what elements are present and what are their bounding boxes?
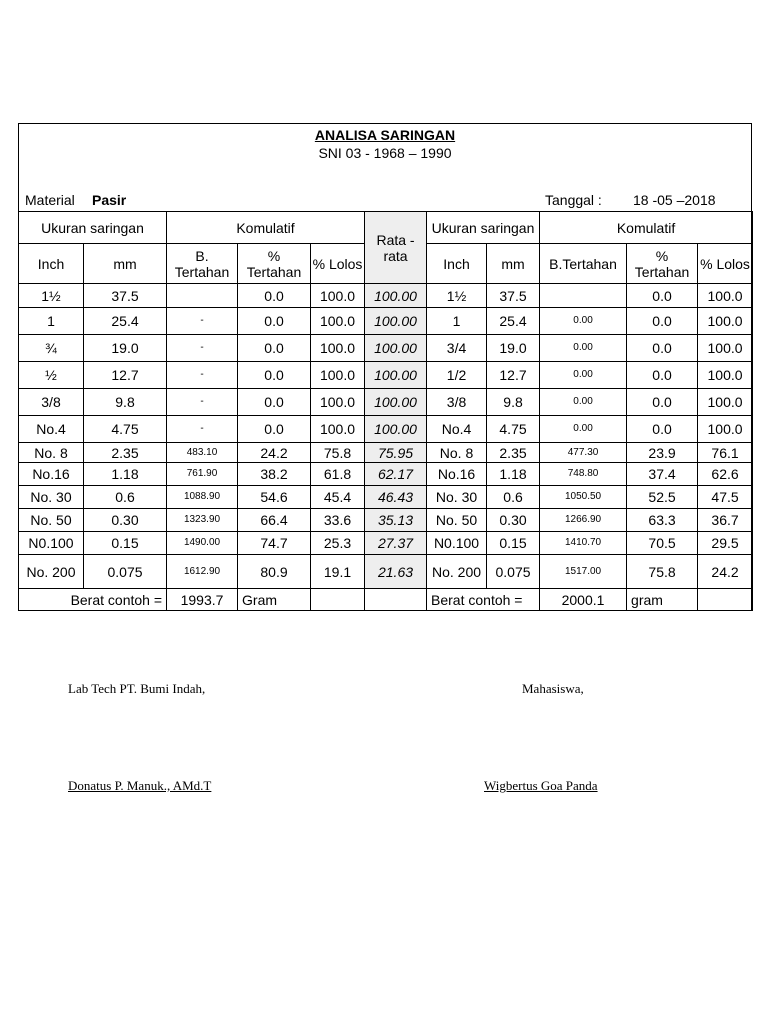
inch-right: 3/8 xyxy=(427,389,487,416)
mm-right: 12.7 xyxy=(487,362,540,389)
mm-left: 19.0 xyxy=(84,335,167,362)
b-tertahan-left: 1088.90 xyxy=(167,486,238,509)
mm-right: 0.6 xyxy=(487,486,540,509)
header-row-1 xyxy=(19,212,753,244)
inch-left: No. 8 xyxy=(19,443,84,463)
footer-empty-2 xyxy=(365,589,427,611)
mm-left: 12.7 xyxy=(84,362,167,389)
mm-left: 0.30 xyxy=(84,509,167,532)
pct-lolos-right: 29.5 xyxy=(698,532,753,555)
inch-right: No. 50 xyxy=(427,509,487,532)
b-tertahan-left: 483.10 xyxy=(167,443,238,463)
rata-rata-value: 75.95 xyxy=(365,443,427,463)
inch-left: No.16 xyxy=(19,463,84,486)
header-b-tertahan-left: B. Tertahan xyxy=(167,244,238,284)
material-value: Pasir xyxy=(92,192,127,208)
pct-tertahan-left: 38.2 xyxy=(238,463,311,486)
mm-right: 19.0 xyxy=(487,335,540,362)
header-inch-left: Inch xyxy=(19,244,84,284)
b-tertahan-right: 0.00 xyxy=(540,308,627,335)
b-tertahan-right: 1266.90 xyxy=(540,509,627,532)
header-pct-tertahan-right: % Tertahan xyxy=(627,244,698,284)
pct-tertahan-left: 80.9 xyxy=(238,555,311,589)
pct-tertahan-left: 0.0 xyxy=(238,335,311,362)
pct-tertahan-right: 0.0 xyxy=(627,362,698,389)
header-mm-right: mm xyxy=(487,244,540,284)
pct-tertahan-right: 37.4 xyxy=(627,463,698,486)
berat-label-left: Berat contoh = xyxy=(19,589,167,611)
b-tertahan-left: - xyxy=(167,335,238,362)
header-pct-lolos-right: % Lolos xyxy=(698,244,753,284)
pct-lolos-left: 100.0 xyxy=(311,389,365,416)
pct-lolos-right: 100.0 xyxy=(698,362,753,389)
mm-right: 9.8 xyxy=(487,389,540,416)
inch-left: No.4 xyxy=(19,416,84,443)
rata-rata-value: 35.13 xyxy=(365,509,427,532)
inch-left: N0.100 xyxy=(19,532,84,555)
mm-right: 0.075 xyxy=(487,555,540,589)
table-row xyxy=(19,284,753,308)
pct-lolos-right: 62.6 xyxy=(698,463,753,486)
footer-row xyxy=(19,589,753,611)
pct-lolos-left: 61.8 xyxy=(311,463,365,486)
header-komulatif-left: Komulatif xyxy=(167,212,365,244)
pct-tertahan-right: 52.5 xyxy=(627,486,698,509)
header-ukuran-saringan-left: Ukuran saringan xyxy=(19,212,167,244)
header-ukuran-saringan-right: Ukuran saringan xyxy=(427,212,540,244)
mm-left: 0.075 xyxy=(84,555,167,589)
b-tertahan-right: 1050.50 xyxy=(540,486,627,509)
inch-left: ¾ xyxy=(19,335,84,362)
rata-rata-value: 21.63 xyxy=(365,555,427,589)
inch-left: ½ xyxy=(19,362,84,389)
mm-right: 37.5 xyxy=(487,284,540,308)
unit-right: gram xyxy=(627,589,698,611)
pct-lolos-right: 24.2 xyxy=(698,555,753,589)
pct-tertahan-right: 70.5 xyxy=(627,532,698,555)
mm-left: 0.6 xyxy=(84,486,167,509)
pct-tertahan-left: 0.0 xyxy=(238,284,311,308)
mm-right: 4.75 xyxy=(487,416,540,443)
pct-lolos-right: 100.0 xyxy=(698,284,753,308)
b-tertahan-left xyxy=(167,284,238,308)
rata-rata-value: 100.00 xyxy=(365,389,427,416)
pct-lolos-right: 100.0 xyxy=(698,308,753,335)
b-tertahan-left: 1612.90 xyxy=(167,555,238,589)
berat-label-right: Berat contoh = xyxy=(427,589,540,611)
table-row xyxy=(19,463,753,486)
inch-right: No. 8 xyxy=(427,443,487,463)
b-tertahan-left: 1323.90 xyxy=(167,509,238,532)
b-tertahan-right: 1517.00 xyxy=(540,555,627,589)
table-row xyxy=(19,486,753,509)
inch-right: No.4 xyxy=(427,416,487,443)
b-tertahan-right: 0.00 xyxy=(540,335,627,362)
pct-lolos-left: 33.6 xyxy=(311,509,365,532)
rata-rata-value: 62.17 xyxy=(365,463,427,486)
b-tertahan-right: 0.00 xyxy=(540,362,627,389)
pct-lolos-right: 100.0 xyxy=(698,389,753,416)
signature-left-role: Lab Tech PT. Bumi Indah, xyxy=(68,681,206,696)
table-row xyxy=(19,532,753,555)
inch-right: No.16 xyxy=(427,463,487,486)
pct-tertahan-left: 24.2 xyxy=(238,443,311,463)
pct-lolos-left: 25.3 xyxy=(311,532,365,555)
inch-right: 1 xyxy=(427,308,487,335)
mm-left: 37.5 xyxy=(84,284,167,308)
pct-tertahan-right: 0.0 xyxy=(627,389,698,416)
pct-lolos-left: 100.0 xyxy=(311,416,365,443)
mm-left: 4.75 xyxy=(84,416,167,443)
inch-left: 3/8 xyxy=(19,389,84,416)
material-label: Material xyxy=(25,192,75,208)
pct-lolos-left: 100.0 xyxy=(311,284,365,308)
inch-right: No. 200 xyxy=(427,555,487,589)
b-tertahan-right xyxy=(540,284,627,308)
inch-left: No. 30 xyxy=(19,486,84,509)
b-tertahan-right: 477.30 xyxy=(540,443,627,463)
pct-lolos-left: 19.1 xyxy=(311,555,365,589)
pct-lolos-right: 36.7 xyxy=(698,509,753,532)
header-b-tertahan-right: B.Tertahan xyxy=(540,244,627,284)
inch-right: 1/2 xyxy=(427,362,487,389)
inch-left: 1½ xyxy=(19,284,84,308)
header-inch-right: Inch xyxy=(427,244,487,284)
mm-left: 2.35 xyxy=(84,443,167,463)
footer-empty-1 xyxy=(311,589,365,611)
mm-left: 1.18 xyxy=(84,463,167,486)
b-tertahan-left: - xyxy=(167,308,238,335)
pct-lolos-right: 76.1 xyxy=(698,443,753,463)
pct-tertahan-right: 63.3 xyxy=(627,509,698,532)
header-pct-lolos-left: % Lolos xyxy=(311,244,365,284)
pct-lolos-right: 100.0 xyxy=(698,335,753,362)
pct-tertahan-left: 0.0 xyxy=(238,308,311,335)
pct-lolos-left: 100.0 xyxy=(311,335,365,362)
unit-left: Gram xyxy=(238,589,311,611)
table-row xyxy=(19,443,753,463)
mm-right: 0.15 xyxy=(487,532,540,555)
pct-tertahan-right: 0.0 xyxy=(627,416,698,443)
b-tertahan-left: 761.90 xyxy=(167,463,238,486)
b-tertahan-left: - xyxy=(167,362,238,389)
signature-left-name: Donatus P. Manuk., AMd.T xyxy=(68,778,212,793)
header-mm-left: mm xyxy=(84,244,167,284)
pct-lolos-left: 45.4 xyxy=(311,486,365,509)
rata-rata-value: 27.37 xyxy=(365,532,427,555)
mm-left: 9.8 xyxy=(84,389,167,416)
b-tertahan-left: - xyxy=(167,416,238,443)
rata-rata-value: 100.00 xyxy=(365,335,427,362)
header-pct-tertahan-left: % Tertahan xyxy=(238,244,311,284)
title-block xyxy=(19,126,751,162)
pct-lolos-right: 47.5 xyxy=(698,486,753,509)
pct-tertahan-right: 23.9 xyxy=(627,443,698,463)
table-row xyxy=(19,362,753,389)
inch-right: No. 30 xyxy=(427,486,487,509)
rata-rata-value: 100.00 xyxy=(365,284,427,308)
document-title: ANALISA SARINGAN xyxy=(314,127,456,143)
header-komulatif-right: Komulatif xyxy=(540,212,753,244)
inch-right: 1½ xyxy=(427,284,487,308)
signature-right-role: Mahasiswa, xyxy=(522,681,584,696)
berat-value-left: 1993.7 xyxy=(167,589,238,611)
date-value: 18 -05 –2018 xyxy=(633,192,716,208)
inch-left: No. 50 xyxy=(19,509,84,532)
sieve-analysis-form xyxy=(18,123,752,611)
table-row xyxy=(19,509,753,532)
mm-left: 25.4 xyxy=(84,308,167,335)
mm-right: 2.35 xyxy=(487,443,540,463)
b-tertahan-right: 1410.70 xyxy=(540,532,627,555)
mm-right: 25.4 xyxy=(487,308,540,335)
mm-right: 0.30 xyxy=(487,509,540,532)
pct-tertahan-right: 75.8 xyxy=(627,555,698,589)
table-row xyxy=(19,389,753,416)
b-tertahan-right: 0.00 xyxy=(540,389,627,416)
material-row xyxy=(23,191,747,209)
rata-rata-value: 100.00 xyxy=(365,416,427,443)
date-label: Tanggal : xyxy=(545,192,602,208)
b-tertahan-right: 0.00 xyxy=(540,416,627,443)
pct-tertahan-left: 66.4 xyxy=(238,509,311,532)
table-row xyxy=(19,555,753,589)
b-tertahan-left: - xyxy=(167,389,238,416)
berat-value-right: 2000.1 xyxy=(540,589,627,611)
pct-lolos-left: 100.0 xyxy=(311,308,365,335)
rata-rata-value: 46.43 xyxy=(365,486,427,509)
pct-tertahan-left: 0.0 xyxy=(238,362,311,389)
pct-tertahan-left: 0.0 xyxy=(238,416,311,443)
pct-tertahan-left: 74.7 xyxy=(238,532,311,555)
mm-left: 0.15 xyxy=(84,532,167,555)
pct-lolos-left: 100.0 xyxy=(311,362,365,389)
sieve-table xyxy=(18,211,753,611)
signature-right-name: Wigbertus Goa Panda xyxy=(484,778,598,793)
table-row xyxy=(19,308,753,335)
table-row xyxy=(19,335,753,362)
pct-tertahan-right: 0.0 xyxy=(627,284,698,308)
pct-tertahan-left: 0.0 xyxy=(238,389,311,416)
rata-rata-value: 100.00 xyxy=(365,308,427,335)
pct-tertahan-right: 0.0 xyxy=(627,335,698,362)
table-row xyxy=(19,416,753,443)
pct-lolos-right: 100.0 xyxy=(698,416,753,443)
mm-right: 1.18 xyxy=(487,463,540,486)
pct-lolos-left: 75.8 xyxy=(311,443,365,463)
inch-right: N0.100 xyxy=(427,532,487,555)
pct-tertahan-left: 54.6 xyxy=(238,486,311,509)
rata-rata-value: 100.00 xyxy=(365,362,427,389)
inch-left: 1 xyxy=(19,308,84,335)
document-subtitle: SNI 03 - 1968 – 1990 xyxy=(318,145,452,161)
b-tertahan-right: 748.80 xyxy=(540,463,627,486)
b-tertahan-left: 1490.00 xyxy=(167,532,238,555)
inch-left: No. 200 xyxy=(19,555,84,589)
pct-tertahan-right: 0.0 xyxy=(627,308,698,335)
header-rata-rata: Rata - rata xyxy=(365,212,427,284)
footer-empty-3 xyxy=(698,589,753,611)
inch-right: 3/4 xyxy=(427,335,487,362)
